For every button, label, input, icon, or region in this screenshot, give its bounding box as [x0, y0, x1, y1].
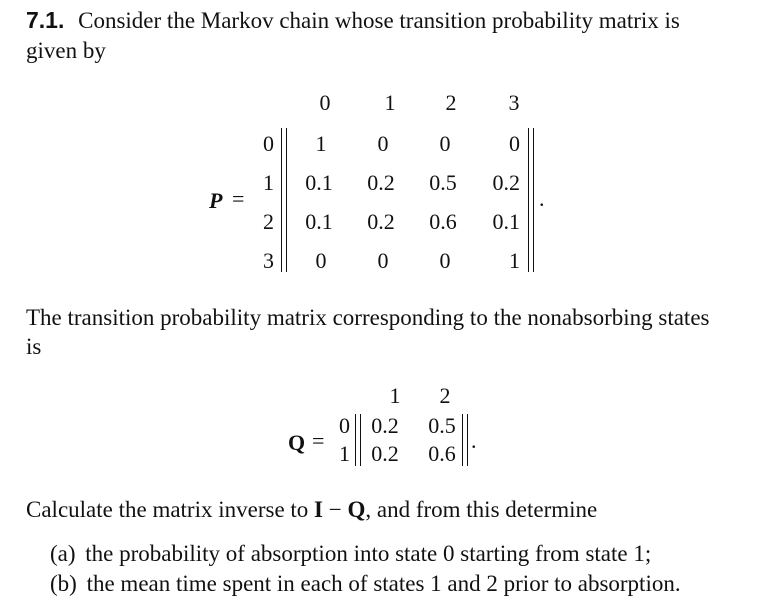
- matrix-p-cell: 1: [315, 131, 327, 156]
- matrix-p-right-bar-outer: [533, 128, 534, 272]
- matrix-q-cell: 0.2: [371, 441, 399, 466]
- matrix-p-col-label: 3: [508, 90, 520, 115]
- matrix-p: [0, 0, 763, 290]
- part-a: [50, 539, 651, 568]
- matrix-q-cell: 0.2: [371, 413, 399, 438]
- matrix-p-cell: 0.1: [492, 209, 520, 234]
- matrix-p-left-bar-inner: [286, 128, 287, 272]
- matrix-p-row-label: 2: [263, 209, 274, 234]
- matrix-q: [0, 370, 763, 480]
- matrix-p-row-label: 0: [263, 131, 274, 156]
- matrix-p-cell: 1: [509, 248, 520, 273]
- middle-line-2: is: [26, 334, 42, 359]
- minus-sign: −: [323, 497, 348, 522]
- matrix-p-cell: 0.2: [367, 209, 395, 234]
- matrix-q-symbol: Q: [288, 430, 306, 455]
- problem-number: 7.1.: [26, 7, 65, 33]
- matrix-q-end-period: .: [471, 428, 477, 453]
- matrix-p-cell: 0: [377, 248, 389, 273]
- matrix-p-symbol: P: [209, 188, 223, 213]
- matrix-p-col-label: 2: [445, 90, 457, 115]
- identity-symbol: I: [314, 497, 323, 522]
- intro-line-2: given by: [26, 38, 106, 63]
- part-b-label: (b): [50, 571, 77, 596]
- matrix-p-cell: 0.5: [429, 170, 457, 195]
- matrix-p-cell: 0.1: [305, 170, 333, 195]
- matrix-p-col-label: 0: [319, 90, 331, 115]
- matrix-q-left-bar-inner: [360, 414, 361, 466]
- intro-line-1: Consider the Markov chain whose transition probability matrix is: [78, 8, 680, 33]
- matrix-p-cell: 0: [377, 131, 389, 156]
- matrix-q-right-bar-outer: [467, 414, 468, 466]
- part-a-label: (a): [50, 541, 76, 566]
- matrix-p-cell: 0.2: [492, 170, 520, 195]
- matrix-p-right-bar-inner: [528, 128, 529, 272]
- matrix-q-right-bar-inner: [462, 414, 463, 466]
- matrix-p-equals: =: [232, 186, 245, 211]
- matrix-p-row-label: 3: [263, 248, 274, 273]
- matrix-q-equals: =: [312, 428, 325, 453]
- matrix-p-cell: 0.2: [367, 170, 395, 195]
- instruction-after: , and from this determine: [365, 497, 598, 522]
- part-b: [50, 569, 681, 598]
- matrix-p-row-label: 1: [263, 170, 274, 195]
- instruction: [26, 495, 597, 524]
- matrix-p-col-label: 1: [384, 90, 396, 115]
- matrix-q-col-label: 1: [389, 383, 401, 408]
- matrix-q-cell: 0.5: [428, 413, 456, 438]
- matrix-p-end-period: .: [539, 186, 545, 211]
- matrix-q-col-label: 2: [439, 383, 451, 408]
- matrix-q-left-bar-outer: [355, 414, 356, 466]
- part-b-text: the mean time spent in each of states 1 and 2 prior to absorption.: [86, 571, 681, 596]
- matrix-p-cell: 0: [315, 248, 327, 273]
- middle-line-1: The transition probability matrix corresponding to the nonabsorbing states: [26, 305, 710, 330]
- matrix-p-left-bar-outer: [281, 128, 282, 272]
- part-a-text: the probability of absorption into state 0 starting from state 1;: [85, 541, 652, 566]
- q-symbol: Q: [347, 497, 366, 522]
- matrix-p-cell: 0: [439, 131, 451, 156]
- matrix-p-cell: 0.1: [305, 209, 333, 234]
- instruction-before: Calculate the matrix inverse to: [26, 497, 315, 522]
- matrix-p-cell: 0.6: [429, 209, 457, 234]
- matrix-p-cell: 0: [509, 131, 520, 156]
- matrix-q-cell: 0.6: [428, 441, 456, 466]
- matrix-p-cell: 0: [439, 248, 451, 273]
- matrix-q-row-label: 1: [339, 441, 350, 466]
- matrix-q-row-label: 0: [339, 413, 350, 438]
